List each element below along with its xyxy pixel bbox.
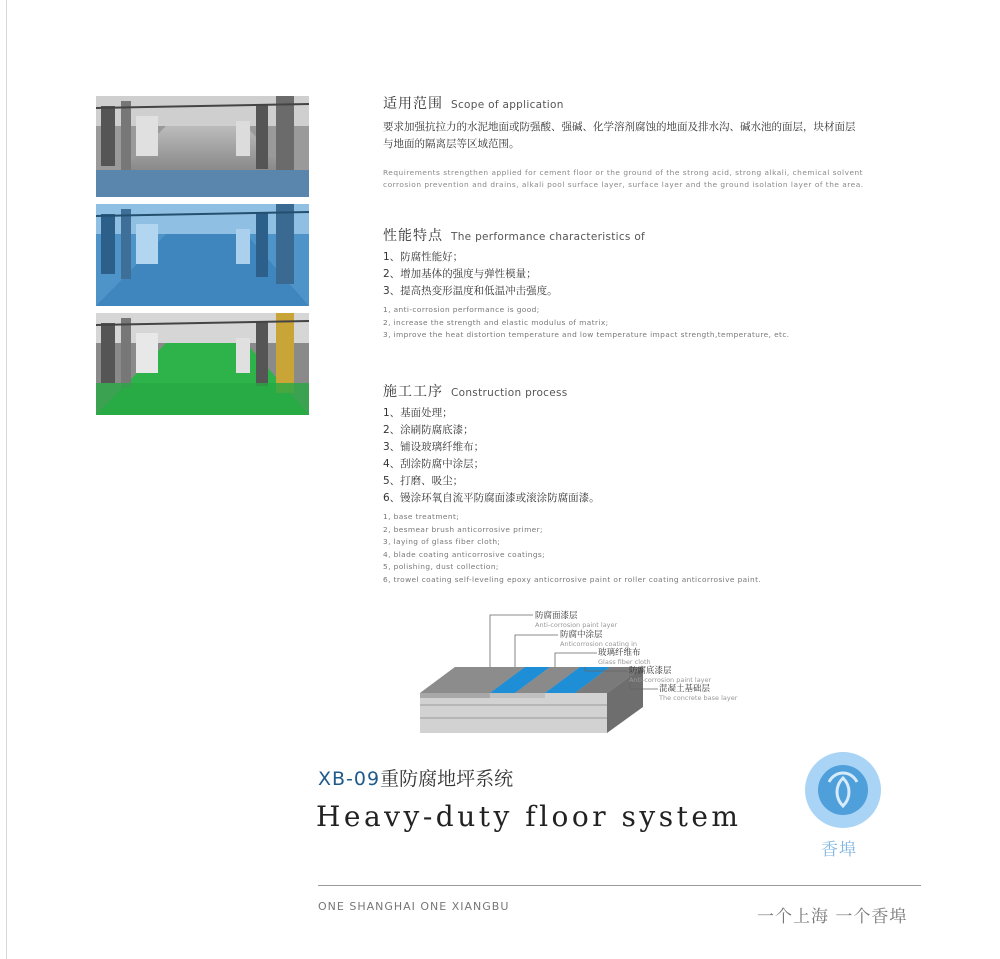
layer-label-en: The concrete base layer: [659, 694, 738, 702]
scope-title-en: Scope of application: [451, 99, 564, 111]
floor-layer-diagram: [415, 605, 755, 735]
list-item: 6, trowel coating self-leveling epoxy anticorrosive paint or roller coating anticorrosive paint.: [383, 574, 762, 584]
scope-title-cn: 适用范围: [383, 96, 443, 112]
list-item: 2, besmear brush anticorrosive primer;: [383, 524, 543, 534]
process-list-cn: [383, 405, 903, 507]
layer-label-glass-fiber: [598, 648, 651, 666]
list-item: 1、基面处理；: [383, 407, 453, 419]
layer-label-en: Anti-corrosion paint layer: [629, 676, 712, 684]
performance-title-en: The performance characteristics of: [451, 231, 646, 243]
list-item: 1、防腐性能好；: [383, 251, 464, 263]
list-item: 3、铺设玻璃纤维布；: [383, 441, 485, 453]
scope-body-cn: [383, 119, 903, 153]
scope-body-cn-line: 要求加强抗拉力的水泥地面或防强酸、强碱、化学溶剂腐蚀的地面及排水沟、碱水池的面层，块材面层: [383, 121, 856, 133]
product-title-cn: [318, 764, 513, 791]
list-item: 2、涂刷防腐底漆；: [383, 424, 474, 436]
brand-logo: [803, 752, 883, 860]
list-item: 4、刮涂防腐中涂层；: [383, 458, 485, 470]
factory-floor-photo-green: [96, 313, 309, 415]
scope-body-en-line: Requirements strengthen applied for cement floor or the ground of the strong acid, strong alkali, chemical solvent: [383, 168, 864, 177]
layer-label-cn: 防腐底漆层: [629, 666, 672, 676]
list-item: 1, anti-corrosion performance is good;: [383, 305, 540, 314]
list-item: 5、打磨、吸尘；: [383, 475, 464, 487]
product-name-cn: 重防腐地坪系统: [380, 768, 514, 790]
scope-body-cn-line: 与地面的隔离层等区域范围。: [383, 138, 520, 150]
product-code: XB-09: [318, 768, 381, 790]
layer-label-midcoat: [560, 630, 637, 648]
scope-body-en: [383, 167, 903, 191]
process-section: [383, 381, 903, 586]
list-item: 1, base treatment;: [383, 512, 460, 521]
layer-label-en: Anti-corrosion paint layer: [535, 621, 618, 629]
performance-list-en: [383, 304, 903, 342]
list-item: 2, increase the strength and elastic modulus of matrix;: [383, 317, 609, 327]
scope-body-en-line: corrosion prevention and drains, alkali pool surface layer, surface layer and the ground isolation layer of the area.: [383, 180, 864, 189]
layer-label-primer: [629, 666, 711, 684]
layer-label-en: Anticorrosion coating in: [560, 640, 638, 648]
list-item: 3, improve the heat distortion temperature and low temperature impact strength,temperature, etc.: [383, 330, 790, 339]
list-item: 5, polishing, dust collection;: [383, 562, 499, 571]
list-item: 2、增加基体的强度与弹性模量；: [383, 268, 537, 280]
footer-slogan-en: ONE SHANGHAI ONE XIANGBU: [318, 900, 510, 913]
footer-divider: [318, 885, 921, 886]
list-item: 4, blade coating anticorrosive coatings;: [383, 549, 546, 559]
layer-label-cn: 防腐面漆层: [535, 611, 578, 621]
scope-section: [383, 93, 903, 191]
factory-floor-photo-blue: [96, 204, 309, 306]
list-item: 3, laying of glass fiber cloth;: [383, 537, 501, 546]
footer-slogan-cn: 一个上海 一个香埠: [757, 907, 908, 927]
layer-label-topcoat: [535, 611, 617, 629]
performance-list-cn: [383, 249, 903, 300]
product-title-en: Heavy-duty floor system: [316, 800, 742, 833]
list-item: 3、提高热变形温度和低温冲击强度。: [383, 285, 558, 297]
layer-label-concrete: [659, 684, 737, 702]
list-item: 6、镘涂环氧自流平防腐面漆或滚涂防腐面漆。: [383, 492, 600, 504]
performance-title-cn: 性能特点: [383, 228, 443, 244]
layer-label-en: Glass fiber cloth: [598, 658, 651, 666]
performance-section: [383, 225, 903, 342]
process-list-en: [383, 511, 903, 586]
layer-label-cn: 混凝土基础层: [659, 684, 711, 694]
page-edge-line: [6, 0, 7, 959]
logo-text: 香埠: [821, 840, 857, 860]
layer-label-cn: 防腐中涂层: [560, 630, 603, 640]
process-title-en: Construction process: [451, 387, 568, 399]
logo-circle-icon: [803, 752, 883, 832]
factory-floor-photo-grey: [96, 96, 309, 197]
layer-label-cn: 玻璃纤维布: [598, 648, 641, 658]
process-title-cn: 施工工序: [383, 384, 443, 400]
